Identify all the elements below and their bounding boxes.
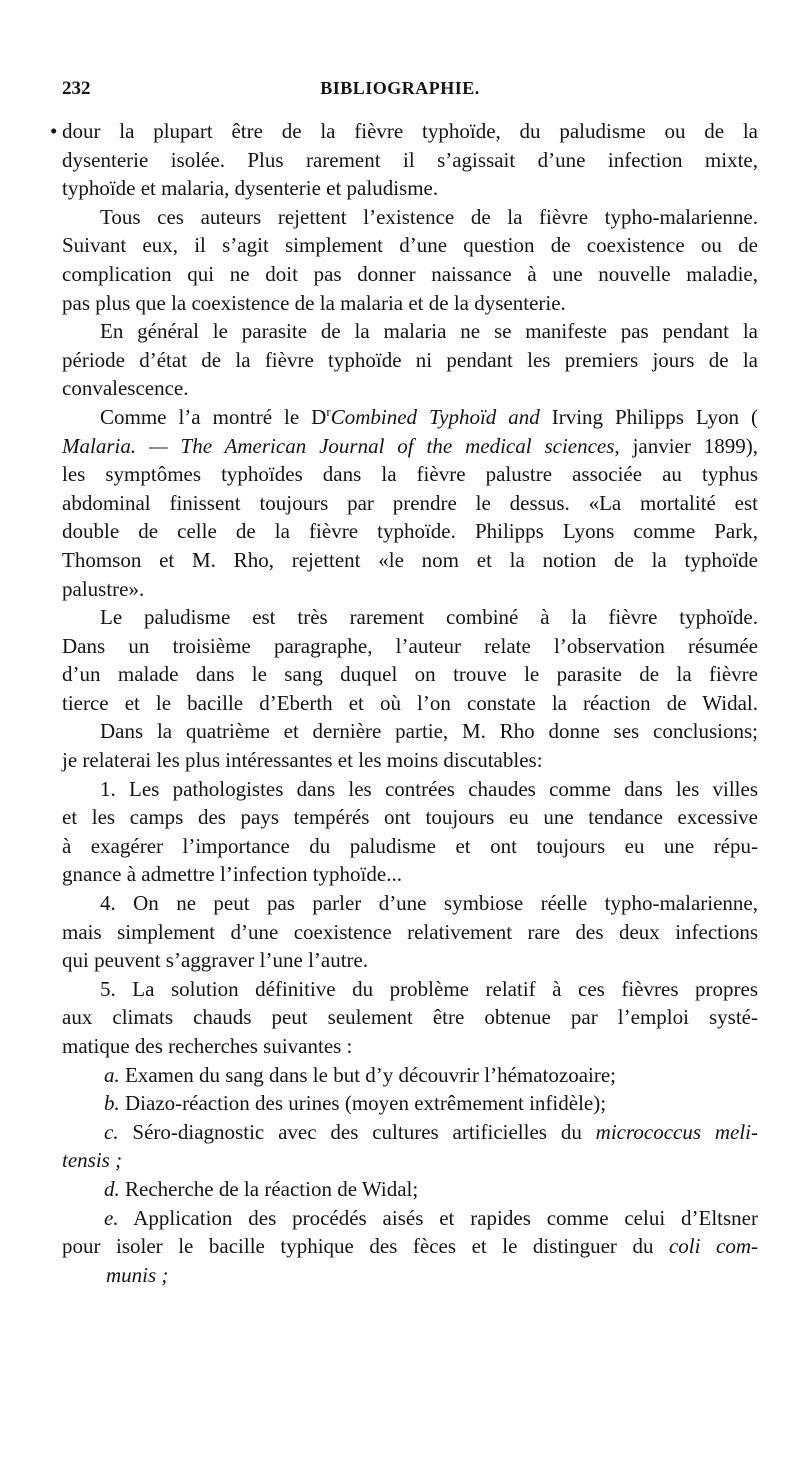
text-span: Suivant eux, il s’agit simplement d’une question de coexistence ou de xyxy=(62,233,758,258)
text-span: pas plus que la coexistence de la malaria et de la dysenterie. xyxy=(62,290,566,315)
text-span: Dans la quatrième et dernière partie, M. Rho donne ses conclusions; xyxy=(100,719,758,744)
text-span: complication qui ne doit pas donner naissance à une nouvelle maladie, xyxy=(62,261,758,286)
text-line xyxy=(62,1261,758,1290)
text-span: c. xyxy=(104,1119,119,1144)
text-span: et les camps des pays tempérés ont toujours eu une tendance excessive xyxy=(62,805,758,830)
text-line xyxy=(62,489,758,518)
text-line xyxy=(62,918,758,947)
text-line xyxy=(62,1232,758,1261)
text-span: 1. Les pathologistes dans les contrées chaudes comme dans les villes xyxy=(100,776,758,801)
text-span: typhoïde et malaria, dysenterie et paludisme. xyxy=(62,176,439,201)
text-span: 5. La solution définitive du problème relatif à ces fièvres propres xyxy=(100,976,758,1001)
text-span: tensis ; xyxy=(62,1148,123,1173)
text-line xyxy=(62,803,758,832)
text-line xyxy=(62,374,758,403)
text-span: 4. On ne peut pas parler d’une symbiose réelle typho-malarienne, xyxy=(100,891,758,916)
text-span: Thomson et M. Rho, rejettent «le nom et la notion de la typhoïde xyxy=(62,547,758,572)
text-line xyxy=(62,517,758,546)
text-line xyxy=(62,575,758,604)
text-line xyxy=(62,946,758,975)
text-line xyxy=(62,1175,758,1204)
margin-mark: • xyxy=(50,119,58,143)
text-line xyxy=(62,860,758,889)
text-span: Irving Philipps Lyon ( xyxy=(539,404,759,429)
text-span: les symptômes typhoïdes dans la fièvre palustre associée au typhus xyxy=(62,462,758,487)
text-span: Dans un troisième paragraphe, l’auteur relate l’observation résumée xyxy=(62,633,758,658)
text-line xyxy=(62,1146,758,1175)
body-text xyxy=(50,117,759,1289)
text-line xyxy=(62,317,758,346)
text-span: convalescence. xyxy=(62,376,189,401)
text-line xyxy=(62,346,758,375)
text-line xyxy=(62,289,758,318)
page-number: 232 xyxy=(62,78,91,99)
text-line xyxy=(62,975,758,1004)
text-span: pour isoler le bacille typhique des fèces et le distinguer du xyxy=(62,1234,669,1259)
text-span: d. xyxy=(104,1176,120,1201)
text-span: période d’état de la fièvre typhoïde ni pendant les premiers jours de la xyxy=(62,347,758,372)
text-line xyxy=(62,717,758,746)
text-span: aux climats chauds peut seulement être obtenue par l’emploi systé- xyxy=(62,1005,758,1030)
text-span: Application des procédés aisés et rapides comme celui d’Eltsner xyxy=(118,1205,758,1230)
text-line xyxy=(62,775,758,804)
text-line xyxy=(62,660,758,689)
text-line xyxy=(62,460,758,489)
text-line xyxy=(62,632,758,661)
text-span: Combined Typhoïd and xyxy=(330,404,540,429)
text-span: dour la plupart être de la fièvre typhoïde, du paludisme ou de la xyxy=(62,119,758,143)
text-span: Comme l’a montré le D xyxy=(100,404,327,429)
text-line xyxy=(62,689,758,718)
text-span: Tous ces auteurs rejettent l’existence de la fièvre typho-malarienne. xyxy=(100,204,758,229)
text-span: tierce et le bacille d’Eberth et où l’on constate la réaction de Widal. xyxy=(62,690,758,715)
text-span: micrococcus meli- xyxy=(595,1119,758,1144)
text-span: Recherche de la réaction de Widal; xyxy=(119,1176,419,1201)
text-line xyxy=(62,1061,758,1090)
text-line xyxy=(62,746,758,775)
text-span: Malaria. — The American Journal of the medical sciences xyxy=(62,433,615,458)
text-span: palustre». xyxy=(62,576,145,601)
text-line xyxy=(62,1204,758,1233)
text-span: à exagérer l’importance du paludisme et ont toujours eu une répu- xyxy=(62,833,758,858)
text-line xyxy=(50,117,758,146)
text-span: a. xyxy=(104,1062,120,1087)
page-header xyxy=(62,78,738,110)
text-span: munis ; xyxy=(106,1262,169,1287)
text-span: je relaterai les plus intéressantes et les moins discutables: xyxy=(62,748,543,773)
text-span: Diazo-réaction des urines (moyen extrêmement infidèle); xyxy=(119,1091,607,1116)
text-span: coli com- xyxy=(668,1234,758,1259)
text-line xyxy=(62,432,758,461)
text-span: Examen du sang dans le but d’y découvrir l’hématozoaire; xyxy=(119,1062,616,1087)
text-line xyxy=(62,832,758,861)
text-line xyxy=(62,603,758,632)
text-line xyxy=(62,146,758,175)
text-span: d’un malade dans le sang duquel on trouve le parasite de la fièvre xyxy=(62,662,758,687)
text-line xyxy=(62,1032,758,1061)
text-span: abdominal finissent toujours par prendre le dessus. «La mortalité est xyxy=(62,490,758,515)
text-line xyxy=(62,231,758,260)
text-span: gnance à admettre l’infection typhoïde... xyxy=(62,862,402,887)
text-span: e. xyxy=(104,1205,119,1230)
text-line xyxy=(62,1003,758,1032)
text-span: En général le parasite de la malaria ne se manifeste pas pendant la xyxy=(100,319,758,344)
text-span: dysenterie isolée. Plus rarement il s’agissait d’une infection mixte, xyxy=(62,147,758,172)
text-span: qui peuvent s’aggraver l’une l’autre. xyxy=(62,948,369,973)
text-line xyxy=(62,1118,758,1147)
text-line xyxy=(62,889,758,918)
text-span: Le paludisme est très rarement combiné à la fièvre typhoïde. xyxy=(100,605,758,630)
text-span: b. xyxy=(104,1091,120,1116)
text-line xyxy=(62,403,758,432)
text-line xyxy=(62,203,758,232)
text-span: double de celle de la fièvre typhoïde. Philipps Lyons comme Park, xyxy=(62,519,758,544)
text-span: Séro-diagnostic avec des cultures artificielles du xyxy=(118,1119,596,1144)
running-title: BIBLIOGRAPHIE. xyxy=(320,78,480,98)
text-line xyxy=(62,174,758,203)
text-line xyxy=(62,260,758,289)
text-span: r xyxy=(326,403,331,419)
text-span: , janvier 1899), xyxy=(614,433,759,458)
text-span: matique des recherches suivantes : xyxy=(62,1034,353,1058)
text-span: mais simplement d’une coexistence relativement rare des deux infections xyxy=(62,919,758,944)
text-line xyxy=(62,546,758,575)
text-line xyxy=(62,1089,758,1118)
